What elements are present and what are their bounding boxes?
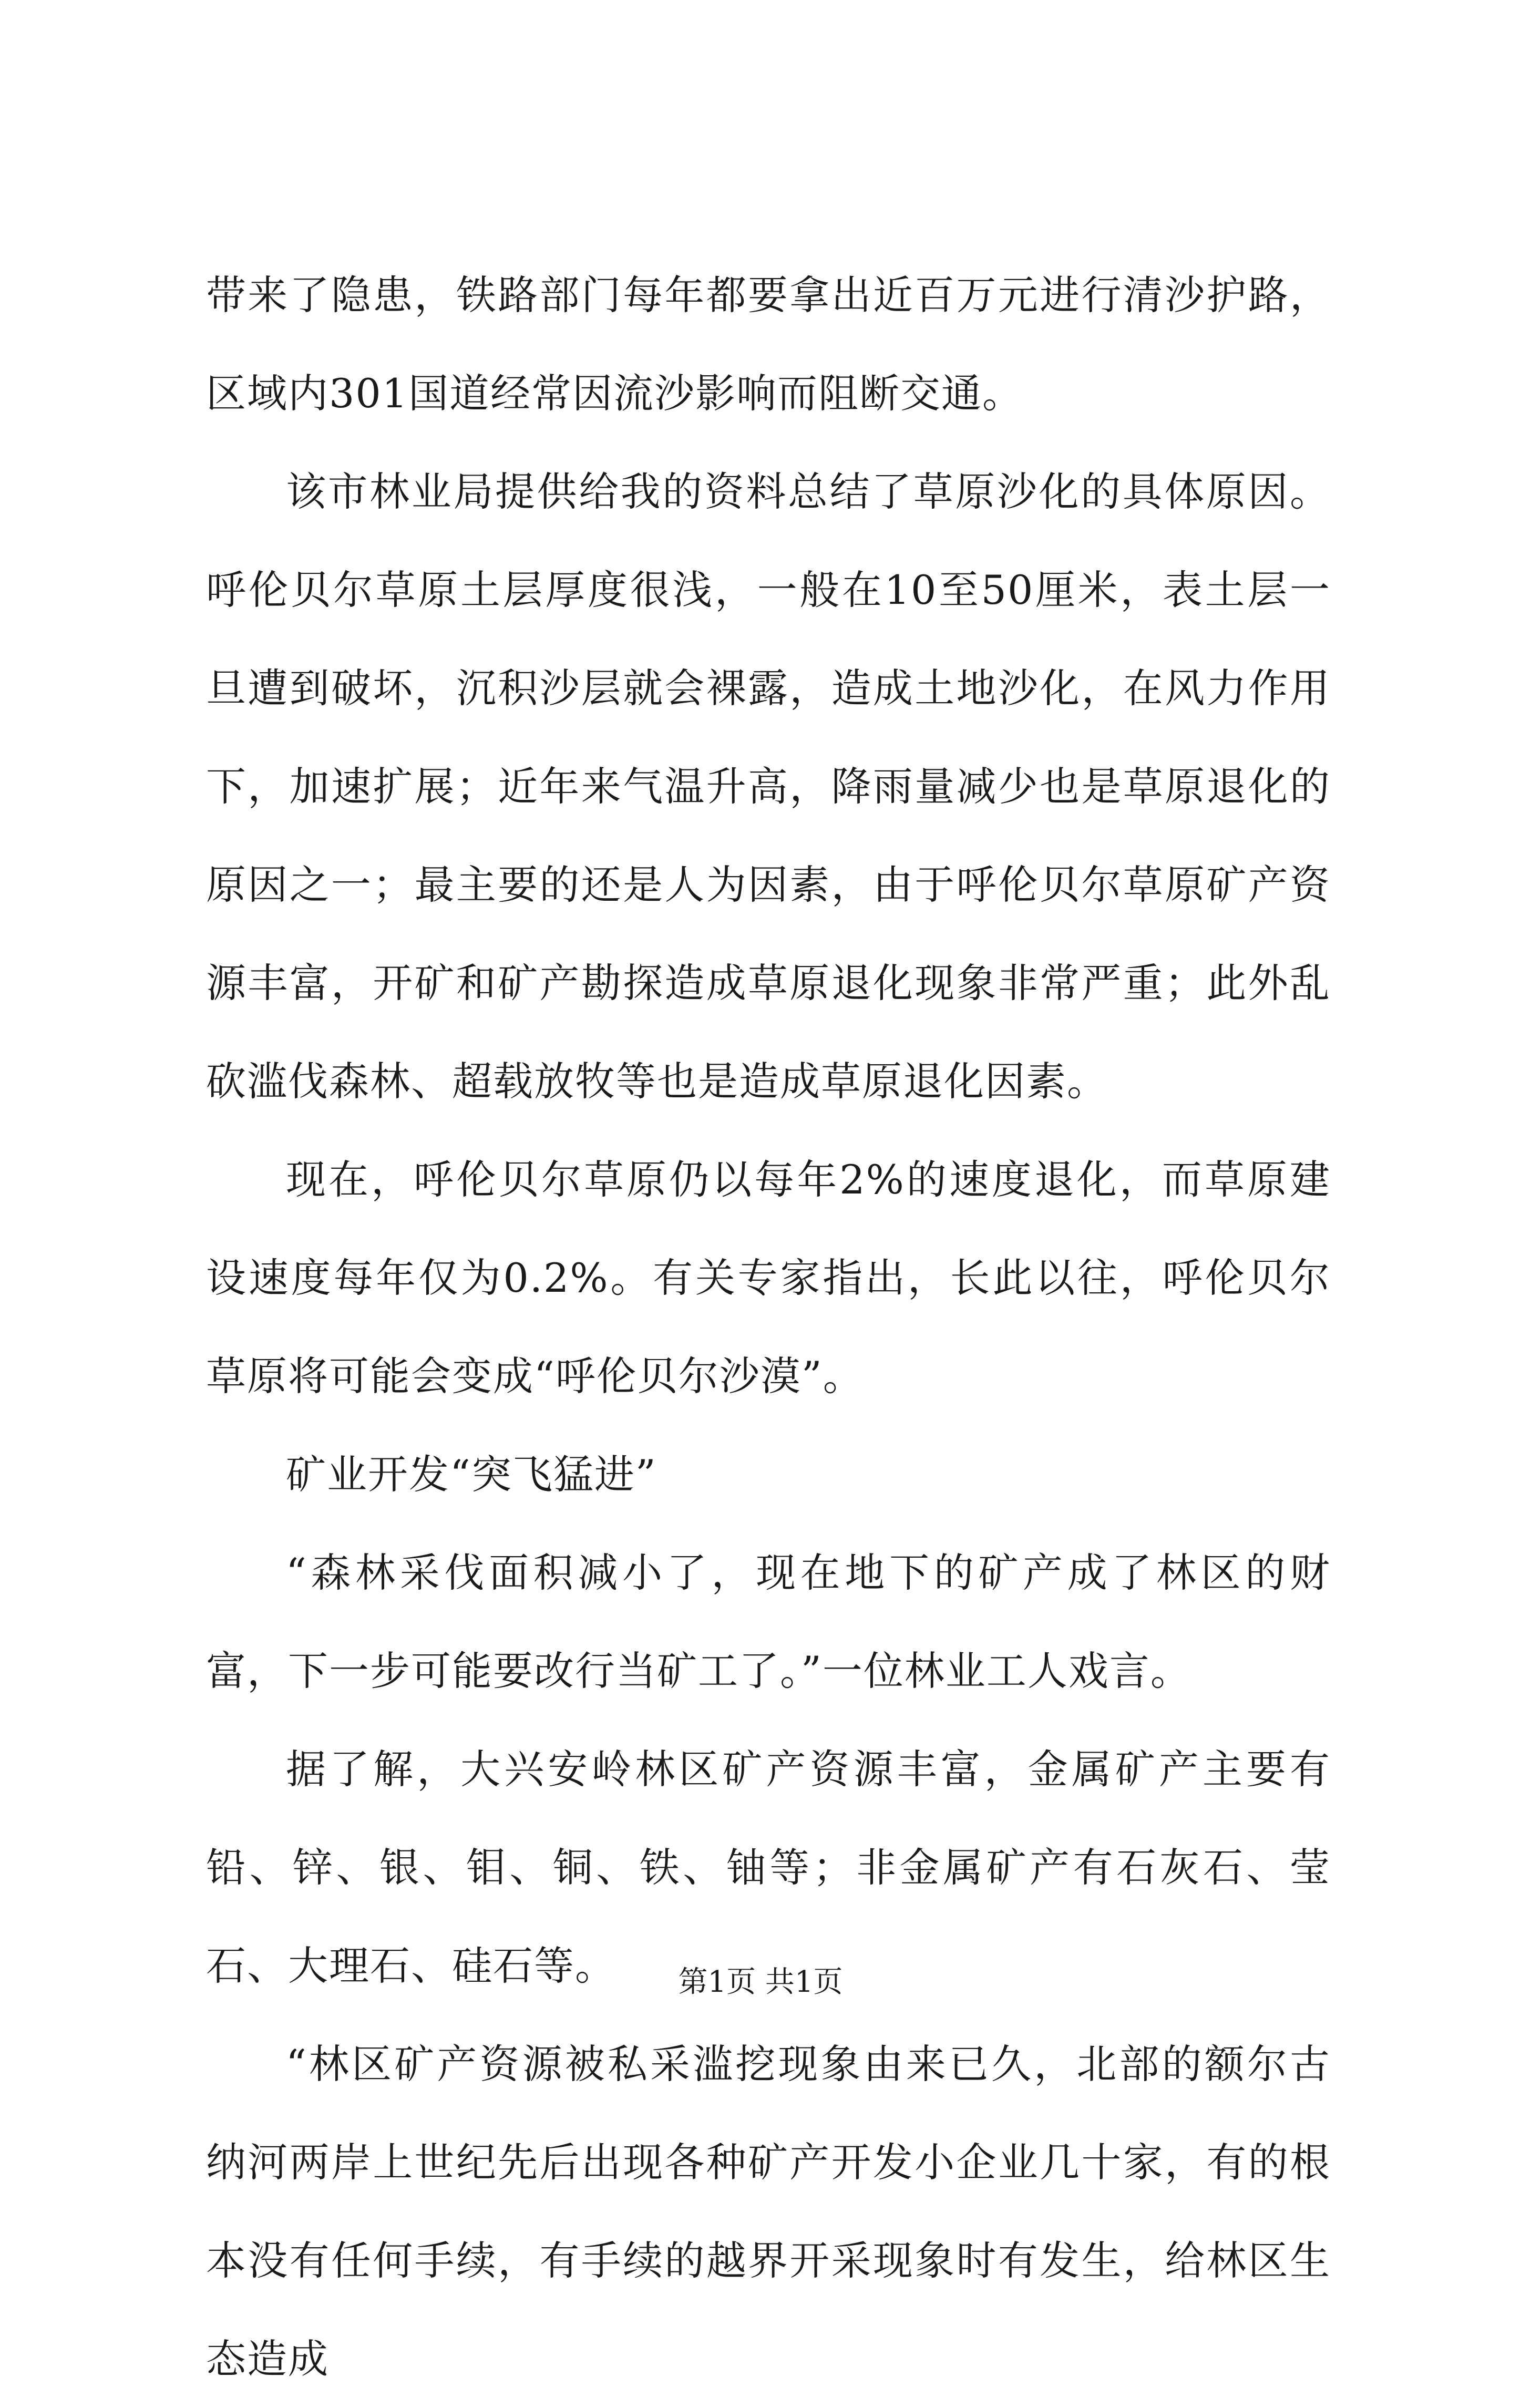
paragraph-7: “林区矿产资源被私采滥挖现象由来已久，北部的额尔古纳河两岸上世纪先后出现各种矿产开发小企业几十家，有的根本没有任何手续，有手续的越界开采现象时有发生，给林区生态造成 <box>206 2041 1331 2382</box>
document-body <box>206 246 1331 2408</box>
section-heading: 矿业开发“突飞猛进” <box>286 1451 657 1498</box>
paragraph-5: “森林采伐面积减小了，现在地下的矿产成了林区的财富，下一步可能要改行当矿工了。”一位林业工人戏言。 <box>206 1549 1331 1694</box>
paragraph-6: 据了解，大兴安岭林区矿产资源丰富，金属矿产主要有铅、锌、银、钼、铜、铁、铀等；非金属矿产有石灰石、莹石、大理石、硅石等。 <box>206 1746 1331 1989</box>
paragraph-3: 现在，呼伦贝尔草原仍以每年2%的速度退化，而草原建设速度每年仅为0.2%。有关专家指出，长此以往，呼伦贝尔草原将可能会变成“呼伦贝尔沙漠”。 <box>206 1156 1331 1399</box>
paragraph-1: 带来了隐患，铁路部门每年都要拿出近百万元进行清沙护路，区域内301国道经常因流沙影响而阻断交通。 <box>206 272 1331 417</box>
paragraph-2: 该市林业局提供给我的资料总结了草原沙化的具体原因。呼伦贝尔草原土层厚度很浅，一般在10至50厘米，表土层一旦遭到破坏，沉积沙层就会裸露，造成土地沙化，在风力作用下，加速扩展；近年来气温升高，降雨量减少也是草原退化的原因之一；最主要的还是人为因素，由于呼伦贝尔草原矿产资源丰富，开矿和矿产勘探造成草原退化现象非常严重；此外乱砍滥伐森林、超载放牧等也是造成草原退化因素。 <box>206 468 1331 1105</box>
page-footer: 第1页 共1页 <box>678 1965 843 1999</box>
